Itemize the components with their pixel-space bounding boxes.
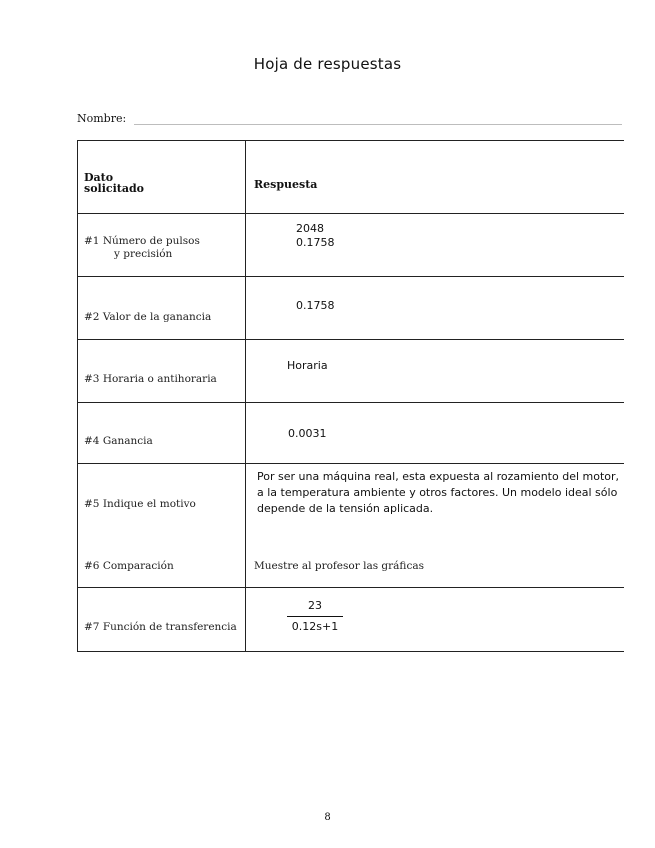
fraction-denominator: 0.12s+1	[291, 620, 339, 633]
header-dato-solicitado	[84, 172, 144, 194]
row-1-label-line-1: #1 Número de pulsos	[84, 235, 200, 247]
row-3-label: #3 Horaria o antihoraria	[84, 373, 217, 385]
row-1-answer	[296, 222, 335, 250]
row-divider	[78, 587, 624, 588]
row-1-answer-pulses: 2048	[296, 222, 324, 235]
name-field-row	[77, 112, 622, 126]
page-number: 8	[324, 812, 331, 823]
answer-table	[77, 140, 624, 652]
row-1-label-line-2: y precisión	[114, 248, 173, 260]
header-respuesta: Respuesta	[254, 178, 318, 191]
row-7-label: #7 Función de transferencia	[84, 621, 237, 633]
header-left-line-2: solicitado	[84, 182, 145, 195]
row-5-answer: Por ser una máquina real, esta expuesta al rozamiento del motor, a la temperatura ambiente y otros factores. Un modelo ideal sólo depende de la tensión aplicada.	[257, 470, 620, 515]
name-label: Nombre:	[77, 112, 127, 125]
row-1-label	[84, 235, 200, 261]
row-4-answer: 0.0031	[288, 427, 327, 440]
row-2-label: #2 Valor de la ganancia	[84, 311, 212, 323]
page-title: Hoja de respuestas	[253, 55, 402, 73]
row-divider	[78, 402, 624, 403]
row-6-label: #6 Comparación	[84, 560, 174, 572]
row-6-answer: Muestre al profesor las gráficas	[254, 560, 424, 572]
row-divider	[78, 339, 624, 340]
transfer-function-fraction	[287, 599, 343, 634]
fraction-bar	[287, 616, 343, 617]
row-1-answer-precision: 0.1758	[296, 236, 335, 249]
row-3-answer: Horaria	[287, 359, 328, 372]
row-4-label: #4 Ganancia	[84, 435, 153, 447]
row-divider	[78, 276, 624, 277]
row-2-answer: 0.1758	[296, 299, 335, 312]
name-underline	[134, 124, 622, 125]
header-left-line-1: Dato	[84, 171, 114, 184]
row-divider	[78, 463, 624, 464]
row-5-label: #5 Indique el motivo	[84, 498, 196, 510]
column-divider	[245, 141, 246, 651]
row-divider	[78, 213, 624, 214]
fraction-numerator: 23	[308, 599, 322, 612]
